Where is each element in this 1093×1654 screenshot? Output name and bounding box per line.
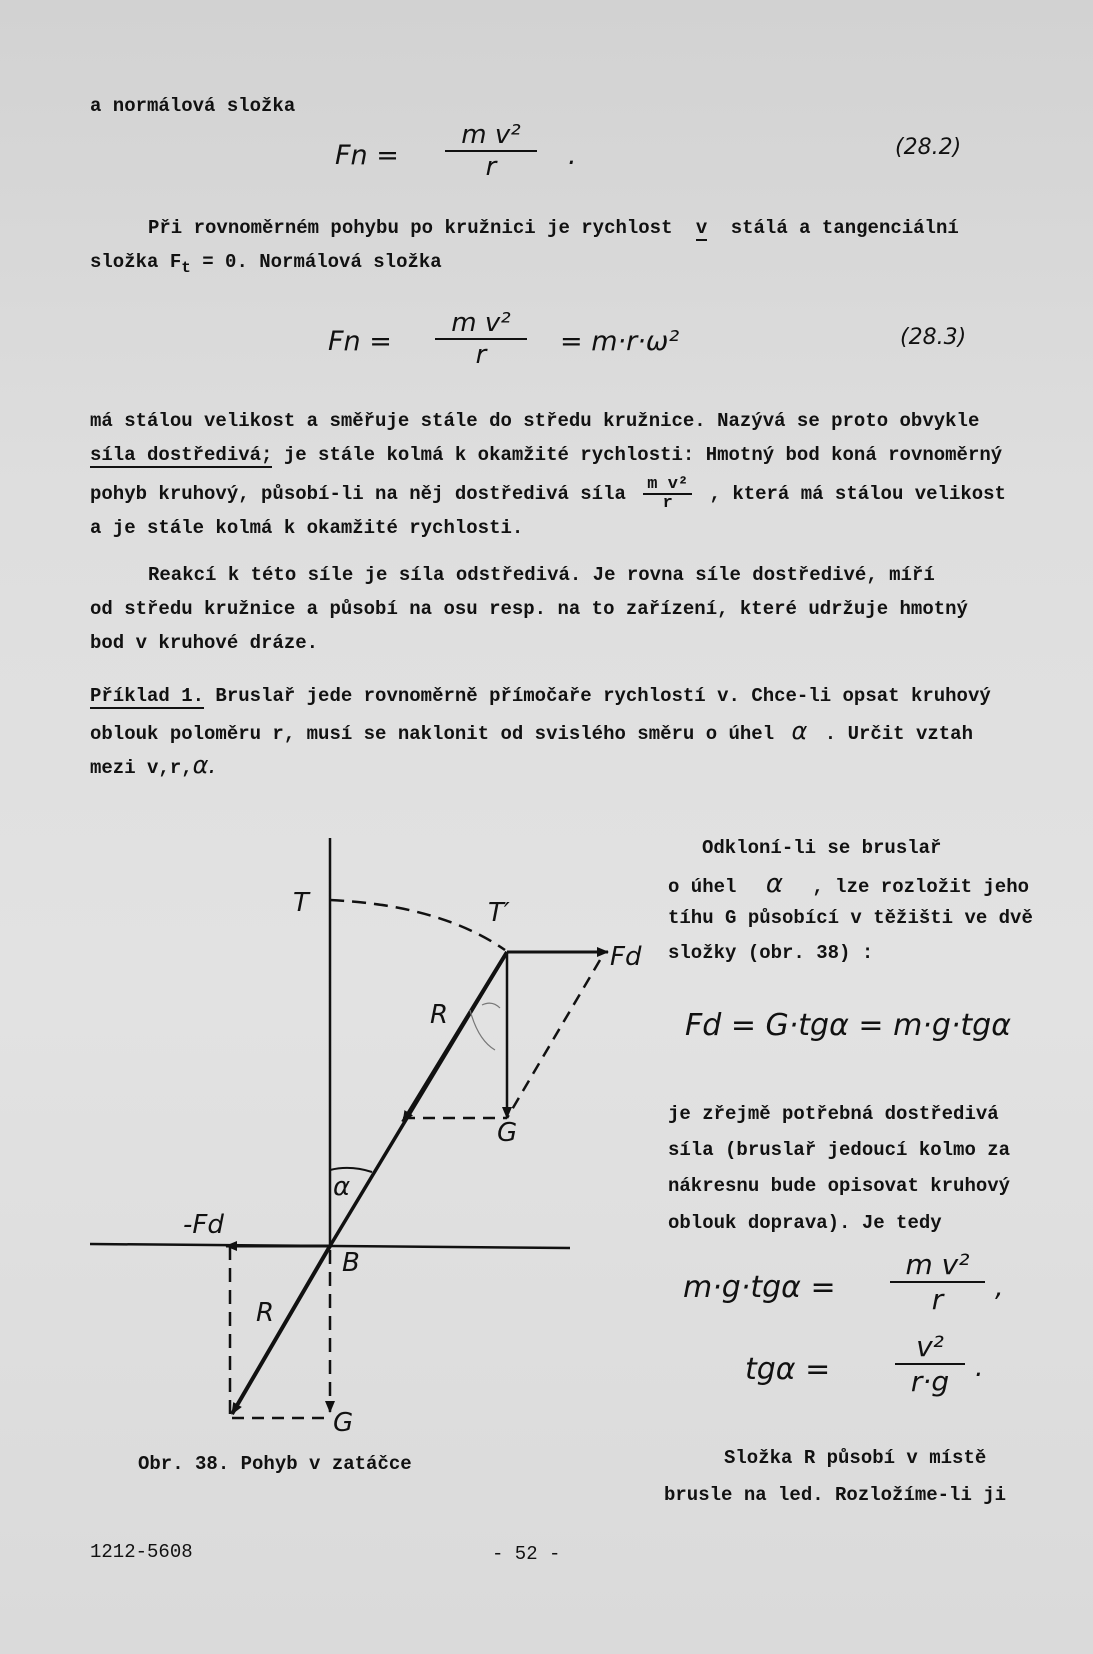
text-fragment: složka F xyxy=(90,251,182,273)
eq-28-2-numerator: m v² xyxy=(461,120,521,150)
text-line: a normálová složka xyxy=(90,95,296,117)
text-fragment: oblouk poloměru r, musí se naklonit od svislého směru o úhel xyxy=(90,723,775,745)
eq-tg-numerator: v² xyxy=(916,1330,944,1363)
dashed-line xyxy=(507,960,600,1118)
force-r-upper xyxy=(403,952,507,1122)
underlined-term: síla dostředivá; xyxy=(90,444,273,466)
eq-28-2-dot: . xyxy=(568,140,577,171)
text-line: Složka R působí v místě xyxy=(724,1447,987,1469)
eq-28-2-number: (28.2) xyxy=(895,135,962,160)
label-fd: Fd xyxy=(610,942,642,972)
text-line: Reakcí k této síle je síla odstředivá. Je rovna síle dostředivé, míří xyxy=(148,564,935,586)
subscript-t: t xyxy=(181,258,191,277)
text-line: je zřejmě potřebná dostředivá xyxy=(668,1103,999,1125)
label-g-upper: G xyxy=(497,1118,518,1148)
arc-t-to-t-prime xyxy=(330,900,505,950)
eq-28-3-rhs: = m·r·ω² xyxy=(560,326,680,357)
eq-28-2-lhs: Fn = xyxy=(335,140,399,171)
footer-code: 1212-5608 xyxy=(90,1541,193,1563)
text-line: síla (bruslař jedoucí kolmo za xyxy=(668,1139,1011,1161)
page-number: - 52 - xyxy=(492,1543,561,1565)
pencil-mark xyxy=(482,1003,500,1008)
text-fragment: . Určit vztah xyxy=(824,723,973,745)
text-line: Odkloní-li se bruslař xyxy=(702,837,942,859)
eq-mg-lhs: m·g·tgα = xyxy=(683,1270,836,1305)
text-line: od středu kružnice a působí na osu resp. na to zařízení, které udržuje hmotný xyxy=(90,598,968,620)
example-label: Příklad 1. xyxy=(90,685,205,707)
alpha-symbol: α. xyxy=(192,751,217,779)
text-fragment: je stále kolmá k okamžité rychlosti: Hmotný bod koná rovnoměrný xyxy=(272,444,1003,466)
eq-mg-numerator: m v² xyxy=(905,1248,970,1281)
text-fragment: = 0. Normálová složka xyxy=(202,251,442,273)
text-line: nákresnu bude opisovat kruhový xyxy=(668,1175,1011,1197)
label-alpha: α xyxy=(333,1172,351,1202)
label-minus-fd: -Fd xyxy=(183,1210,224,1240)
eq-mg-comma: , xyxy=(995,1272,1004,1303)
label-b: B xyxy=(342,1248,360,1278)
eq-mg-denominator: r xyxy=(890,1281,985,1316)
label-t: T xyxy=(293,888,309,918)
force-r-lower xyxy=(232,1246,330,1414)
text-line: bod v kruhové dráze. xyxy=(90,632,319,654)
label-g-lower: G xyxy=(333,1408,354,1438)
eq-28-3-denominator: r xyxy=(435,338,527,370)
alpha-symbol: α xyxy=(765,869,783,899)
eq-tg-dot: . xyxy=(975,1352,984,1383)
text-line: brusle na led. Rozložíme-li ji xyxy=(664,1484,1007,1506)
text-fragment: , lze rozložit jeho xyxy=(812,876,1030,898)
text-line: složky (obr. 38) : xyxy=(668,942,874,964)
figure-caption: Obr. 38. Pohyb v zatáčce xyxy=(138,1453,412,1475)
text-fragment: , která má stálou velikost xyxy=(709,483,1006,506)
symbol-v: v xyxy=(695,217,708,239)
text-line: oblouk doprava). Je tedy xyxy=(668,1212,942,1234)
pencil-mark xyxy=(470,1010,495,1050)
text-line: má stálou velikost a směřuje stále do středu kružnice. Nazývá se proto obvykle xyxy=(90,410,980,432)
text-fragment: o úhel xyxy=(668,876,737,898)
inline-numerator: m v² xyxy=(643,476,692,495)
text-fragment: mezi v,r, xyxy=(90,757,193,779)
text-fragment: Bruslař jede rovnoměrně přímočaře rychlostí v. Chce-li opsat kruhový xyxy=(204,685,991,707)
label-t-prime: T′ xyxy=(488,898,510,928)
alpha-symbol: α xyxy=(791,717,808,745)
eq-tg-denominator: r·g xyxy=(895,1363,965,1398)
text-line: tíhu G působící v těžišti ve dvě xyxy=(668,907,1033,929)
text-fragment: pohyb kruhový, působí-li na něj dostředivá síla xyxy=(90,483,626,506)
text-fragment: stálá a tangenciální xyxy=(730,217,959,239)
eq-28-3-number: (28.3) xyxy=(900,325,967,350)
eq-28-3-lhs: Fn = xyxy=(328,326,392,357)
text-line: a je stále kolmá k okamžité rychlosti. xyxy=(90,517,524,539)
eq-28-2-denominator: r xyxy=(445,150,537,182)
eq-tg-lhs: tgα = xyxy=(745,1352,831,1387)
label-r-upper: R xyxy=(430,1000,449,1030)
inline-denominator: r xyxy=(662,494,673,513)
eq-fd: Fd = G·tgα = m·g·tgα xyxy=(685,1008,1012,1043)
label-r-lower: R xyxy=(256,1298,275,1328)
eq-28-3-numerator: m v² xyxy=(451,308,511,338)
text-fragment: Při rovnoměrném pohybu po kružnici je rychlost xyxy=(148,217,673,239)
